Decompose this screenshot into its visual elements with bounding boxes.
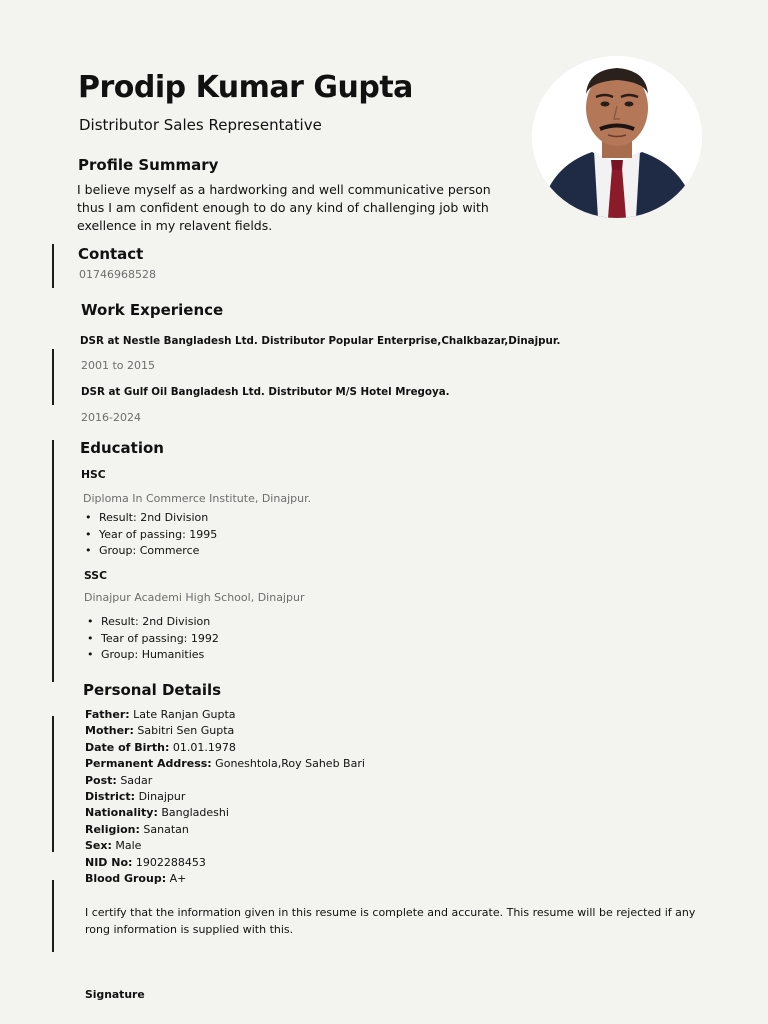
section-rule	[52, 716, 54, 852]
job-period: 2001 to 2015	[81, 359, 156, 372]
profile-summary-heading: Profile Summary	[78, 156, 219, 174]
personal-detail-row: Nationality: Bangladeshi	[85, 806, 229, 820]
section-rule	[52, 440, 54, 682]
list-item: • Result: 2nd Division	[83, 510, 217, 527]
education-details-list	[83, 510, 217, 560]
list-item: • Year of passing: 1995	[83, 527, 217, 544]
list-item: • Group: Humanities	[85, 647, 219, 664]
personal-details-heading: Personal Details	[83, 681, 222, 699]
personal-detail-row: Permanent Address: Goneshtola,Roy Saheb Bari	[85, 757, 365, 771]
list-item: • Tear of passing: 1992	[85, 631, 219, 648]
personal-detail-row: NID No: 1902288453	[85, 855, 206, 869]
personal-detail-row: Religion: Sanatan	[85, 822, 189, 836]
personal-detail-row: Date of Birth: 01.01.1978	[85, 740, 236, 754]
personal-detail-row: District: Dinajpur	[85, 790, 186, 804]
personal-detail-row: Post: Sadar	[85, 773, 153, 787]
personal-details-list	[85, 707, 365, 887]
education-details-list	[85, 614, 219, 664]
job-title-entry: DSR at Gulf Oil Bangladesh Ltd. Distributor M/S Hotel Mregoya.	[81, 386, 450, 398]
work-experience-heading: Work Experience	[81, 301, 224, 319]
education-heading: Education	[80, 439, 164, 457]
contact-phone: 01746968528	[79, 268, 156, 281]
education-level: SSC	[84, 569, 107, 582]
list-item: • Result: 2nd Division	[85, 614, 219, 631]
personal-detail-row: Blood Group: A+	[85, 872, 187, 886]
declaration-text: I certify that the information given in this resume is complete and accurate. This resume will be rejected if any rong information is supplied with this.	[85, 906, 696, 936]
personal-detail-row: Mother: Sabitri Sen Gupta	[85, 724, 235, 738]
section-rule	[52, 244, 54, 288]
personal-detail-row: Sex: Male	[85, 839, 142, 853]
person-portrait-icon	[532, 56, 702, 218]
education-level: HSC	[81, 468, 106, 481]
section-rule	[52, 880, 54, 952]
profile-summary-text: I believe myself as a hardworking and well communicative person thus I am confident enough to do any kind of challenging job with exellence in my relavent fields.	[77, 182, 491, 233]
signature-label: Signature	[85, 988, 145, 1001]
education-institute: Dinajpur Academi High School, Dinajpur	[84, 591, 305, 604]
job-title: Distributor Sales Representative	[79, 116, 322, 134]
profile-photo	[532, 56, 702, 218]
job-title-entry: DSR at Nestle Bangladesh Ltd. Distributor Popular Enterprise,Chalkbazar,Dinajpur.	[80, 335, 561, 347]
education-institute: Diploma In Commerce Institute, Dinajpur.	[83, 492, 312, 505]
contact-heading: Contact	[78, 245, 144, 263]
section-rule	[52, 349, 54, 405]
resume-name: Prodip Kumar Gupta	[78, 70, 413, 105]
job-period: 2016-2024	[81, 411, 141, 424]
list-item: • Group: Commerce	[83, 543, 217, 560]
personal-detail-row: Father: Late Ranjan Gupta	[85, 708, 236, 721]
